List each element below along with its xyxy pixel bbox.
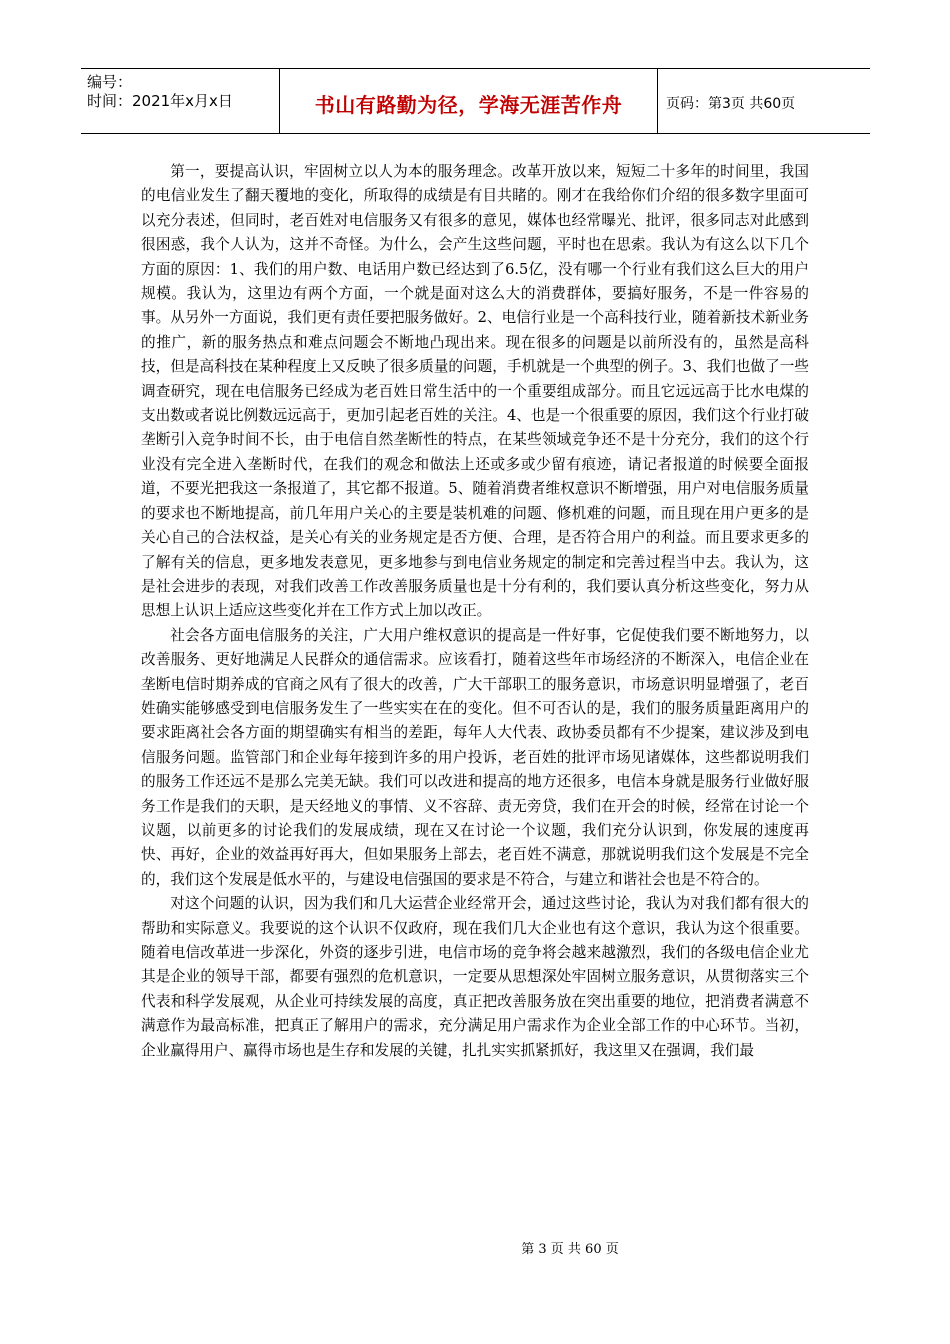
header-meta — [81, 69, 280, 133]
paragraph: 第一，要提高认识，牢固树立以人为本的服务理念。改革开放以来，短短二十多年的时间里，我国的电信业发生了翻天覆地的变化，所取得的成绩是有目共睹的。刚才在我给你们介绍的很多数字里面可以充分表述，但同时，老百姓对电信服务又有很多的意见，媒体也经常曝光、批评，很多同志对此感到很困惑，我个人认为，这并不奇怪。为什么，会产生这些问题，平时也在思索。我认为有这么以下几个方面的原因：1、我们的用户数、电话用户数已经达到了6.5亿，没有哪一个行业有我们这么巨大的用户规模。我认为，这里边有两个方面，一个就是面对这么大的消费群体，要搞好服务，不是一件容易的事。从另外一方面说，我们更有责任要把服务做好。2、电信行业是一个高科技行业，随着新技术新业务的推广，新的服务热点和难点问题会不断地凸现出来。现在很多的问题是以前所没有的，虽然是高科技，但是高科技在某种程度上又反映了很多质量的问题，手机就是一个典型的例子。3、我们也做了一些调查研究，现在电信服务已经成为老百姓日常生活中的一个重要组成部分。而且它远远高于比水电煤的支出数或者说比例数远远高于，更加引起老百姓的关注。4、也是一个很重要的原因，我们这个行业打破垄断引入竞争时间不长，由于电信自然垄断性的特点，在某些领域竞争还不是十分充分，我们的这个行业没有完全进入垄断时代，在我们的观念和做法上还或多或少留有痕迹，请记者报道的时候要全面报道，不要光把我这一条报道了，其它都不报道。5、随着消费者维权意识不断增强，用户对电信服务质量的要求也不断地提高，前几年用户关心的主要是装机难的问题、修机难的问题，而且现在用户更多的是关心自己的合法权益，是关心有关的业务规定是否方便、合理，是否符合用户的利益。而且要求更多的了解有关的信息，更多地发表意见，更多地参与到电信业务规定的制定和完善过程当中去。我认为，这是社会进步的表现，对我们改善工作改善服务质量也是十分有利的，我们要认真分析这些变化，努力从思想上认识上适应这些变化并在工作方式上加以改正。 — [141, 163, 809, 620]
paragraph: 社会各方面电信服务的关注，广大用户维权意识的提高是一件好事，它促使我们要不断地努力，以改善服务、更好地满足人民群众的通信需求。应该看打，随着这些年市场经济的不断深入，电信企业在垄断电信时期养成的官商之风有了很大的改善，广大干部职工的服务意识，市场意识明显增强了，老百姓确实能够感受到电信服务发生了一些实实在在的变化。但不可否认的是，我们的服务质量距离用户的要求距离社会各方面的期望确实有相当的差距，每年人大代表、政协委员都有不少提案，建议涉及到电信服务问题。监管部门和企业每年接到许多的用户投诉，老百姓的批评市场见诸媒体，这些都说明我们的服务工作还远不是那么完美无缺。我们可以改进和提高的地方还很多，电信本身就是服务行业做好服务工作是我们的天职，是天经地义的事情、义不容辞、责无旁贷，我们在开会的时候，经常在讨论一个议题，以前更多的讨论我们的发展成绩，现在又在讨论一个议题，我们充分认识到，你发展的速度再快、再好，企业的效益再好再大，但如果服务上部去，老百姓不满意，那就说明我们这个发展是不完全的，我们这个发展是低水平的，与建设电信强国的要求是不符合，与建立和谐社会也是不符合的。 — [141, 626, 809, 888]
page-footer: 第 3 页 共 60 页 — [521, 1242, 619, 1257]
header-page-label: 页码：第3页 共60页 — [666, 96, 796, 112]
paragraph: 对这个问题的认识，因为我们和几大运营企业经常开会，通过这些讨论，我认为对我们都有很大的帮助和实际意义。我要说的这个认识不仅政府，现在我们几大企业也有这个意识，我认为这个很重要。随着电信改革进一步深化，外资的逐步引进，电信市场的竞争将会越来越激烈，我们的各级电信企业尤其是企业的领导干部，都要有强烈的危机意识，一定要从思想深处牢固树立服务意识，从贯彻落实三个代表和科学发展观，从企业可持续发展的高度，真正把改善服务放在突出重要的地位，把消费者满意不满意作为最高标准，把真正了解用户的需求，充分满足用户需求作为企业全部工作的中心环节。当初，企业赢得用户、赢得市场也是生存和发展的关键，扎扎实实抓紧抓好，我这里又在强调，我们最 — [141, 895, 809, 1059]
page-header — [81, 68, 870, 134]
time-label: 时间：2021年x月x日 — [87, 92, 233, 110]
number-label: 编号： — [87, 73, 133, 91]
header-motto: 书山有路勤为径，学海无涯苦作舟 — [280, 69, 658, 133]
document-body — [141, 160, 809, 1063]
